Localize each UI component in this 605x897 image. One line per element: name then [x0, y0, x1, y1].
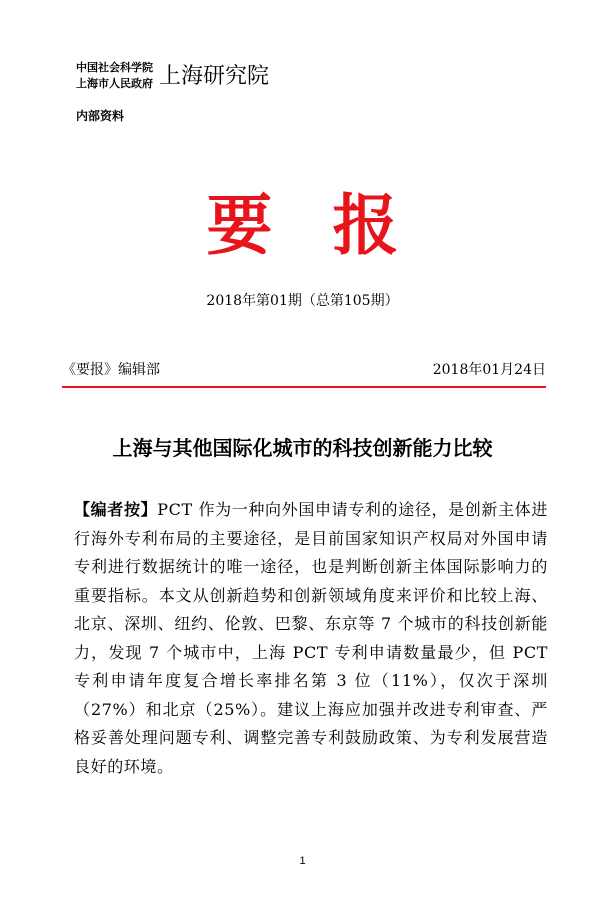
editorial-department: 《要报》编辑部	[62, 362, 160, 378]
classification-label: 内部资料	[76, 109, 125, 123]
red-divider	[62, 386, 546, 388]
organization-names	[76, 60, 153, 92]
editor-date-line	[62, 360, 546, 380]
publication-date: 2018年01月24日	[432, 362, 546, 378]
editor-note-text: PCT 作为一种向外国申请专利的途径，是创新主体进行海外专利布局的主要途径，是目前国家知识产权局对外国申请专利进行数据统计的唯一途径，也是判断创新主体国际影响力的重要指标。本文从创新趋势和创新领域角度来评价和比较上海、北京、深圳、纽约、伦敦、巴黎、东京等 7 个城市的科技创新能力，发现 7 个城市中，上海 PCT 专利申请数量最少，但 PCT 专利申请年度复合增长率排名第 3 位（11%），仅次于深圳（27%）和北京（25%）。建议上海应加强并改进专利审查、严格妥善处理问题专利、调整完善专利鼓励政策、为专利发展营造良好的环境。	[74, 500, 548, 776]
article-headline: 上海与其他国际化城市的科技创新能力比较	[112, 436, 493, 460]
letterhead	[76, 60, 269, 100]
org-name-cass: 中国社会科学院	[76, 61, 153, 74]
publication-title: 要报	[206, 186, 459, 264]
editor-note	[74, 496, 548, 781]
institute-name: 上海研究院	[159, 64, 270, 89]
editor-note-label: 【编者按】	[74, 500, 158, 519]
issue-number: 2018年第01期（总第105期）	[206, 293, 399, 309]
page-number: 1	[299, 855, 306, 867]
org-name-shanghai-gov: 上海市人民政府	[76, 77, 153, 90]
